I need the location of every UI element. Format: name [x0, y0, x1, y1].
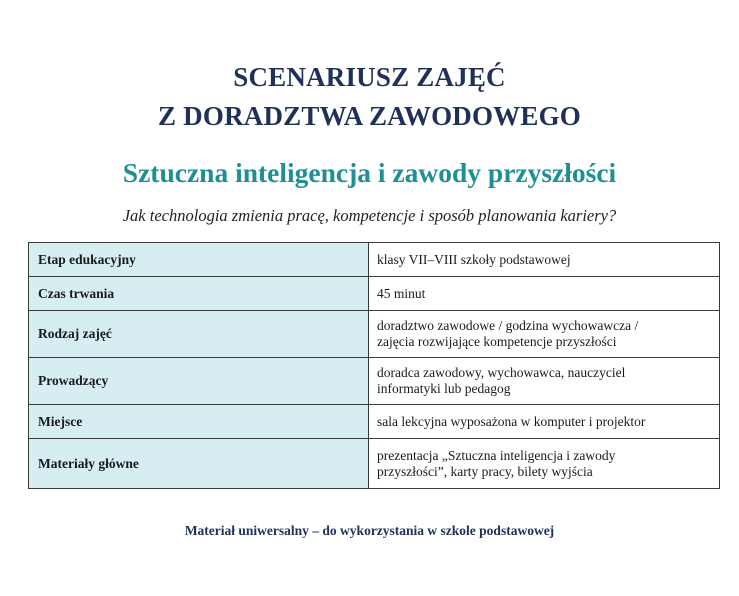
table-row-duration	[29, 277, 720, 311]
row-value	[369, 405, 720, 439]
document-subtitle: Sztuczna inteligencja i zawody przyszłości	[122, 157, 617, 188]
row-label: Rodzaj zajęć	[29, 311, 369, 358]
lead-question: Jak technologia zmienia pracę, kompetencje i sposób planowania kariery?	[122, 206, 617, 225]
row-value-line: doradca zawodowy, wychowawca, nauczyciel	[377, 365, 626, 380]
row-label: Czas trwania	[29, 277, 369, 311]
row-value-line: przyszłości”, karty pracy, bilety wyjścia	[377, 463, 593, 479]
row-label: Prowadzący	[29, 358, 369, 405]
row-label: Miejsce	[29, 405, 369, 439]
row-value-line: sala lekcyjna wyposażona w komputer i projektor	[377, 413, 646, 429]
document-title-line-2: Z DORADZTWA ZAWODOWEGO	[158, 101, 581, 131]
row-value-line: informatyki lub pedagog	[377, 381, 511, 396]
table-row-materials	[29, 439, 720, 489]
row-value	[369, 439, 720, 489]
document-title-line-1: SCENARIUSZ ZAJĘĆ	[233, 62, 506, 92]
row-label: Etap edukacyjny	[29, 243, 369, 277]
row-value-line: prezentacja „Sztuczna inteligencja i zawody	[377, 447, 616, 463]
row-value-line: 45 minut	[377, 285, 426, 301]
row-value-line: klasy VII–VIII szkoły podstawowej	[377, 251, 571, 267]
table-row-place	[29, 405, 720, 439]
footer-note: Materiał uniwersalny – do wykorzystania w szkole podstawowej	[184, 523, 555, 538]
lesson-info-table	[28, 242, 720, 489]
row-value	[369, 243, 720, 277]
row-value-line: doradztwo zawodowe / godzina wychowawcza /	[377, 318, 639, 333]
table-row-stage	[29, 243, 720, 277]
table-row-instructor	[29, 358, 720, 405]
row-value	[369, 358, 720, 405]
row-value	[369, 311, 720, 358]
table-row-type	[29, 311, 720, 358]
row-value-line: zajęcia rozwijające kompetencje przyszłości	[377, 334, 617, 349]
row-value	[369, 277, 720, 311]
row-label: Materiały główne	[29, 439, 369, 489]
